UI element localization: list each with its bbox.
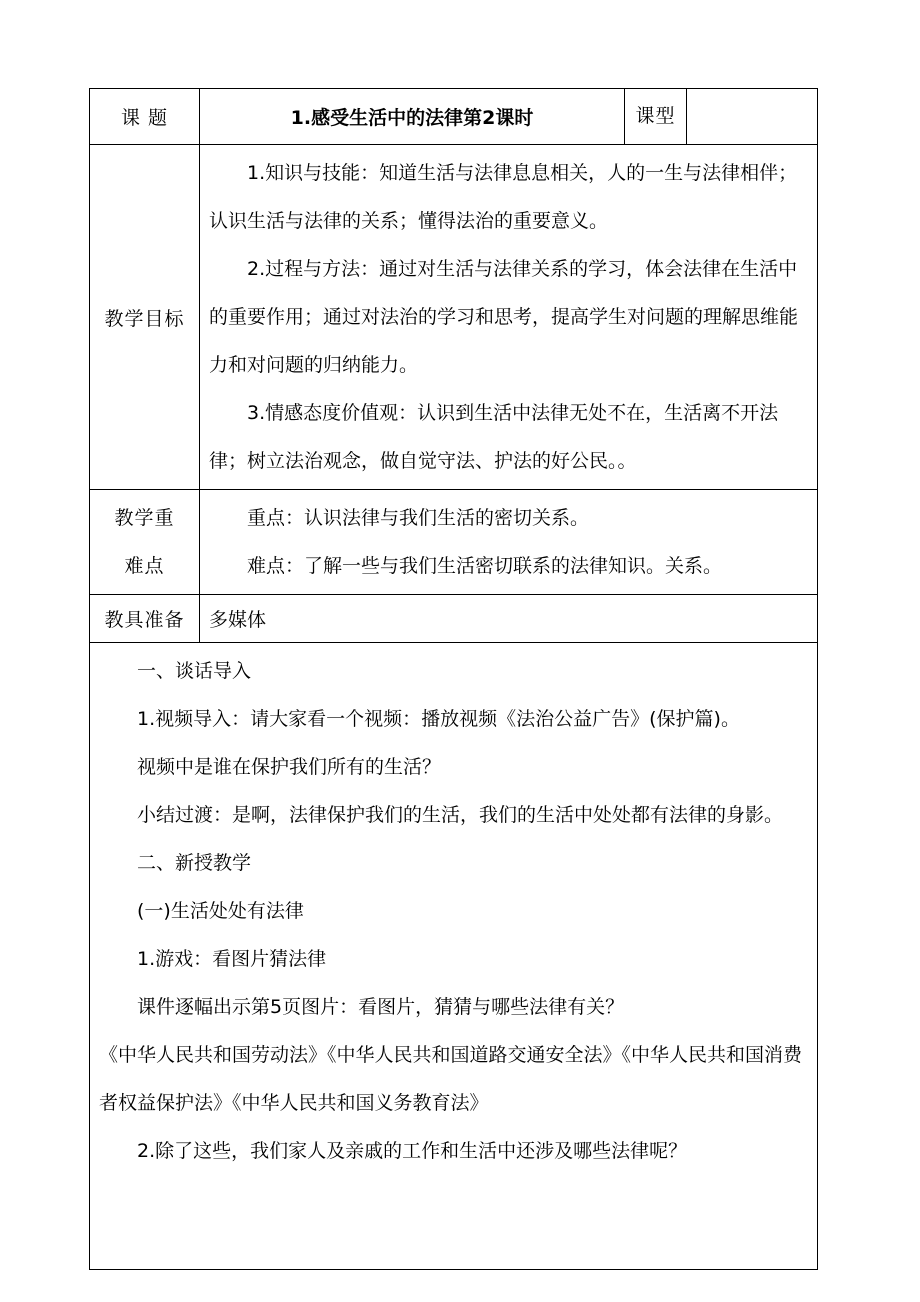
- objective-process: 2.过程与方法：通过对生活与法律关系的学习，体会法律在生活中的重要作用；通过对法治的学习和思考，提高学生对问题的理解思维能力和对问题的归纳能力。: [209, 258, 799, 376]
- tools-label: 教具准备: [90, 595, 200, 643]
- key-points-row: [90, 490, 818, 595]
- key-difficulty: 难点：了解一些与我们生活密切联系的法律知识。关系。: [247, 555, 723, 577]
- lesson-type-value: [687, 89, 818, 145]
- tools-row: [90, 595, 818, 643]
- key-points-label: [90, 490, 200, 595]
- section-intro-heading: 一、谈话导入: [137, 660, 252, 682]
- section-new-teaching-heading: 二、新授教学: [137, 852, 252, 874]
- tools-value: 多媒体: [200, 595, 818, 643]
- objective-knowledge: 1.知识与技能：知道生活与法律息息相关，人的一生与法律相伴；认识生活与法律的关系；懂得法治的重要意义。: [209, 162, 798, 232]
- key-points-label-line1: 教学重: [114, 507, 175, 529]
- summary-transition: 小结过渡：是啊，法律保护我们的生活，我们的生活中处处都有法律的身影。: [137, 804, 784, 826]
- process-content: [90, 643, 818, 1270]
- video-intro: 1.视频导入：请大家看一个视频：播放视频《法治公益广告》(保护篇)。: [137, 708, 740, 730]
- key-points-label-line2: 难点: [124, 555, 165, 577]
- courseware-step: 课件逐幅出示第5页图片：看图片，猜猜与哪些法律有关？: [137, 996, 625, 1018]
- lesson-plan-table: [89, 88, 818, 1270]
- video-question: 视频中是谁在保护我们所有的生活？: [137, 756, 442, 778]
- key-focus: 重点：认识法律与我们生活的密切关系。: [247, 507, 590, 529]
- topic-label: 课 题: [90, 89, 200, 145]
- lesson-type-label: 课型: [625, 89, 687, 145]
- objectives-label: 教学目标: [90, 145, 200, 490]
- lesson-title: 1.感受生活中的法律第2课时: [200, 89, 625, 145]
- process-row: [90, 643, 818, 1270]
- law-list: 《中华人民共和国劳动法》《中华人民共和国道路交通安全法》《中华人民共和国消费者权益保护法》《中华人民共和国义务教育法》: [99, 1044, 803, 1114]
- subsection-heading: (一)生活处处有法律: [137, 900, 304, 922]
- followup-question: 2.除了这些，我们家人及亲戚的工作和生活中还涉及哪些法律呢？: [137, 1140, 688, 1162]
- game-step: 1.游戏：看图片猜法律: [137, 948, 327, 970]
- header-row: [90, 89, 818, 145]
- lesson-plan-document: [89, 88, 817, 1270]
- key-points-content: [200, 490, 818, 595]
- objective-values: 3.情感态度价值观：认识到生活中法律无处不在，生活离不开法律；树立法治观念，做自觉守法、护法的好公民。。: [209, 402, 779, 472]
- objectives-row: [90, 145, 818, 490]
- objectives-content: [200, 145, 818, 490]
